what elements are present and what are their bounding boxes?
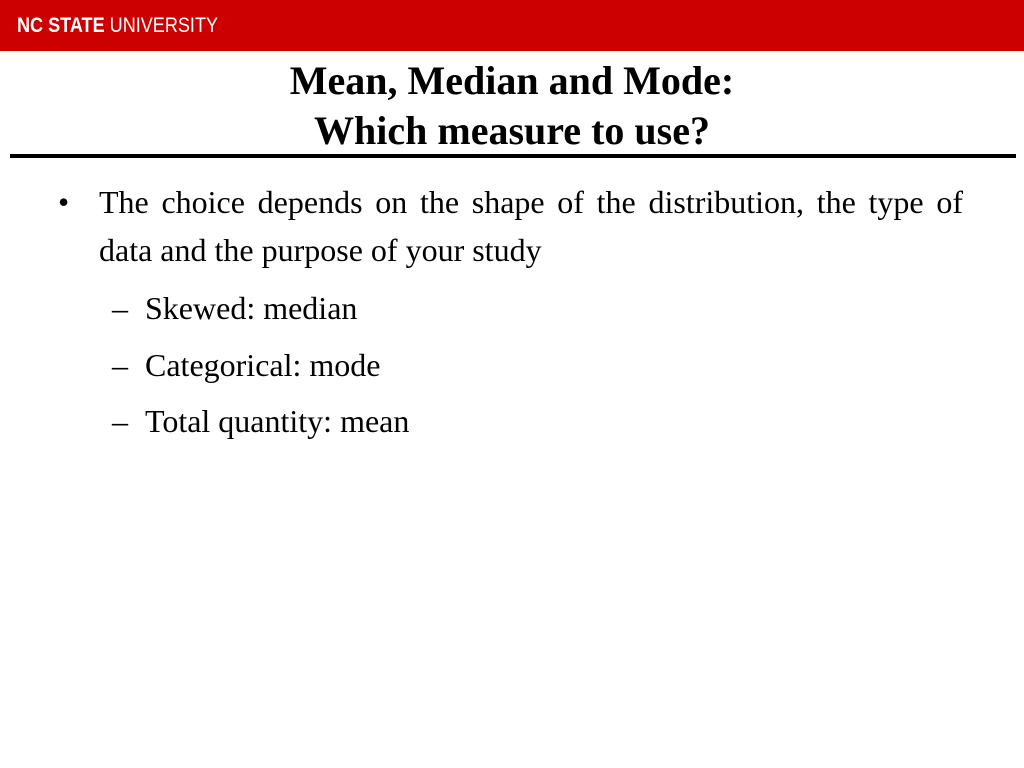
sub-bullet-skewed bbox=[112, 284, 357, 332]
logo-light-text: UNIVERSITY bbox=[109, 14, 219, 37]
sub-bullet-categorical bbox=[112, 341, 380, 389]
sub-bullet-text: Skewed: median bbox=[145, 290, 358, 326]
university-logo bbox=[17, 14, 218, 38]
sub-bullet-text: Total quantity: mean bbox=[145, 403, 410, 439]
sub-bullet-marker: – bbox=[112, 290, 128, 326]
bullet-marker: • bbox=[58, 184, 70, 220]
sub-bullet-marker: – bbox=[112, 403, 128, 439]
university-header-bar bbox=[0, 0, 1024, 51]
sub-bullet-text: Categorical: mode bbox=[145, 347, 381, 383]
slide-title bbox=[0, 56, 1024, 156]
slide-title-line-2: Which measure to use? bbox=[314, 108, 710, 153]
main-bullet-text: The choice depends on the shape of the distribution, the type of data and the purpose of your study bbox=[99, 184, 963, 268]
sub-bullet-marker: – bbox=[112, 347, 128, 383]
slide-title-line-1: Mean, Median and Mode: bbox=[289, 58, 735, 103]
title-divider bbox=[10, 154, 1016, 158]
logo-bold-text: NC STATE bbox=[17, 14, 105, 37]
sub-bullet-total-quantity bbox=[112, 397, 409, 445]
